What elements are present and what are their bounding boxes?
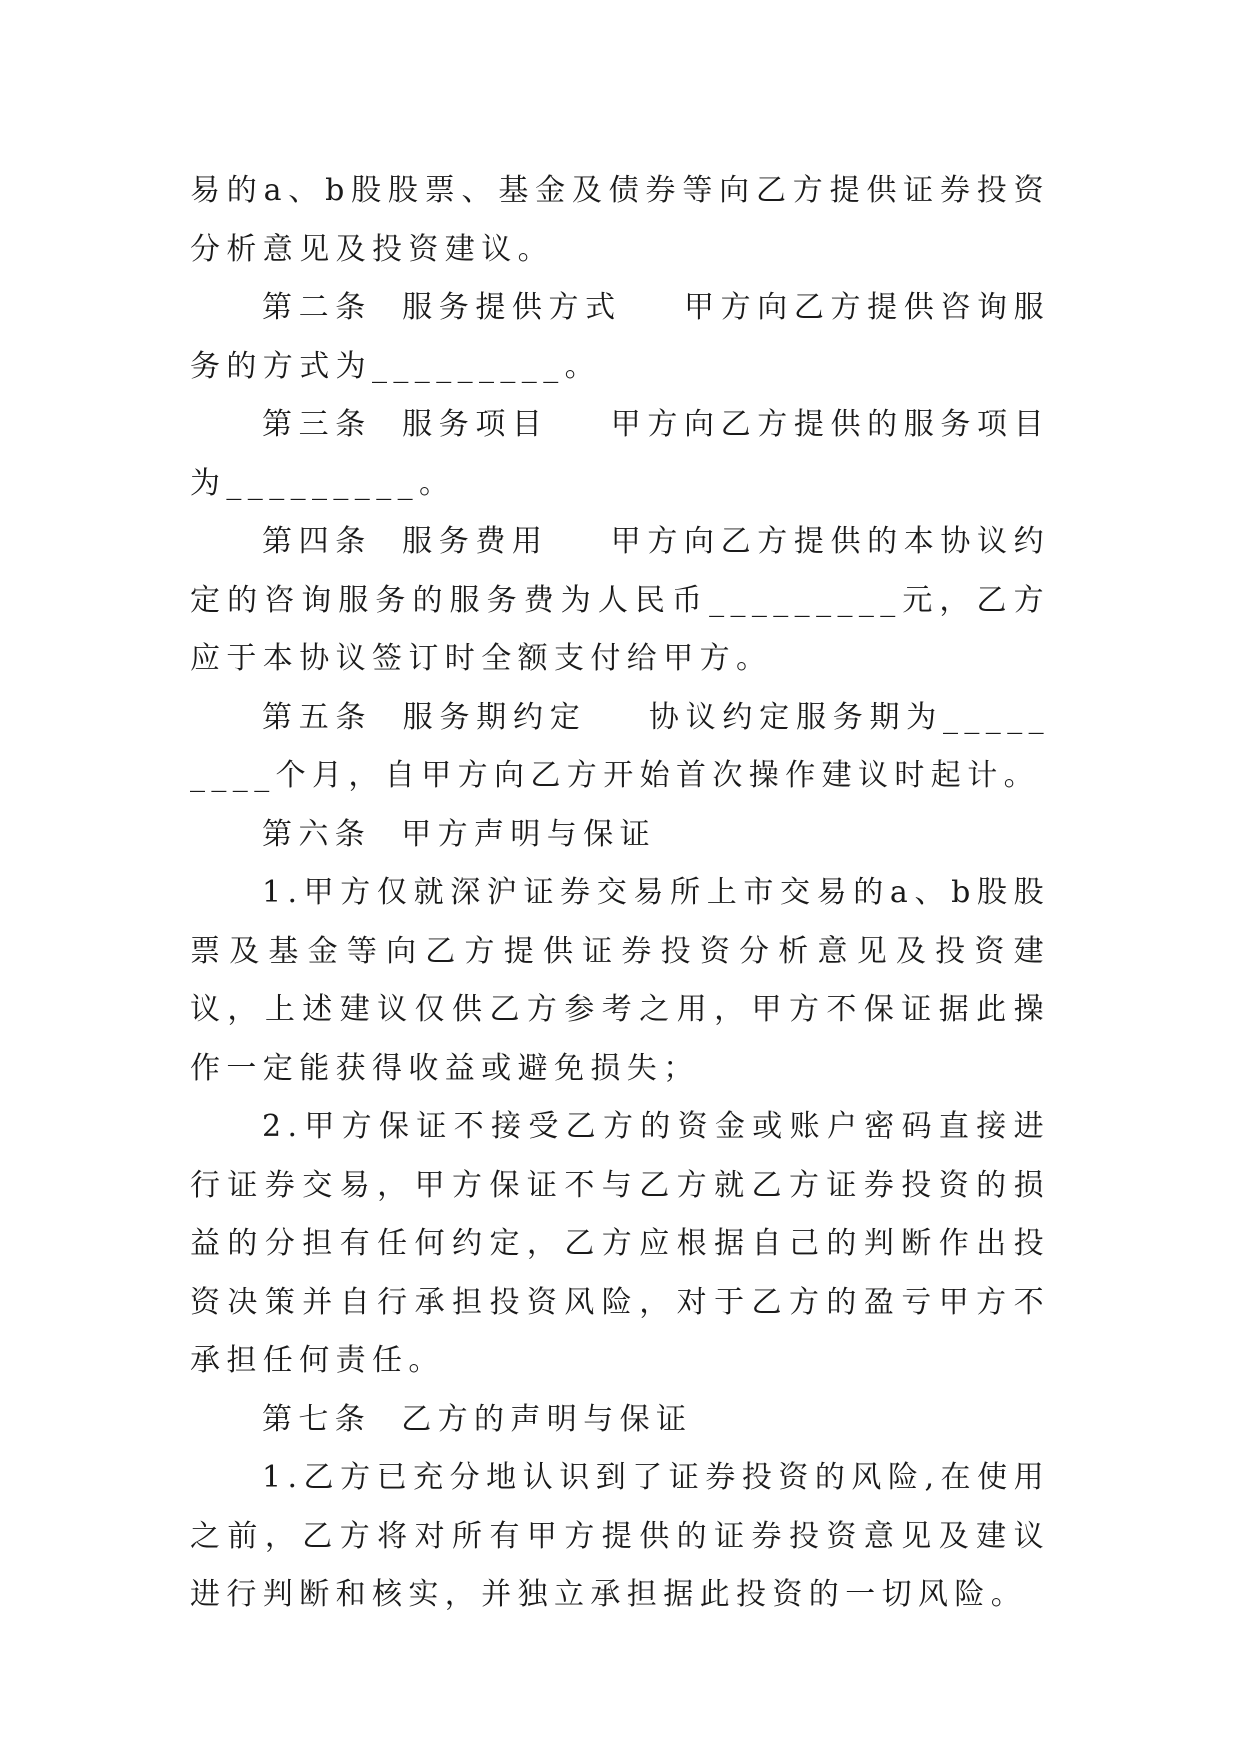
clause-6-2 — [190, 1098, 1050, 1391]
article-text: 甲方向乙方提供咨询服务的方式为_________。 — [190, 290, 1050, 384]
article-heading: 服务项目 — [401, 407, 549, 442]
clause-text: 1.甲方仅就深沪证券交易所上市交易的a、b股股票及基金等向乙方提供证券投资分析意见及投资建议，上述建议仅供乙方参考之用，甲方不保证据此操作一定能获得收益或避免损失； — [190, 875, 1050, 1086]
paragraph-text: 易的a、b股股票、基金及债券等向乙方提供证券投资分析意见及投资建议。 — [190, 173, 1050, 267]
document-body — [190, 162, 1050, 1625]
article-heading: 甲方声明与保证 — [401, 816, 657, 852]
article-number: 第二条 — [262, 290, 372, 325]
clause-7-1 — [190, 1449, 1050, 1625]
article-number: 第五条 — [262, 699, 373, 735]
article-text: 甲方向乙方提供的服务项目为_________。 — [190, 407, 1050, 501]
article-6 — [190, 806, 1050, 865]
article-number: 第七条 — [262, 1401, 372, 1437]
clause-text: 2.甲方保证不接受乙方的资金或账户密码直接进行证券交易，甲方保证不与乙方就乙方证券投资的损益的分担有任何约定，乙方应根据自己的判断作出投资决策并自行承担投资风险，对于乙方的盈亏甲方不承担任何责任。 — [190, 1109, 1050, 1378]
article-heading: 服务费用 — [401, 524, 549, 559]
article-text: 甲方向乙方提供的本协议约定的咨询服务的服务费为人民币_________元，乙方应于本协议签订时全额支付给甲方。 — [190, 524, 1050, 676]
article-4 — [190, 513, 1050, 689]
article-heading: 服务提供方式 — [401, 290, 622, 325]
paragraph-continuation — [190, 162, 1050, 279]
article-number: 第六条 — [262, 816, 372, 852]
article-5 — [190, 689, 1050, 806]
clause-text: 1.乙方已充分地认识到了证券投资的风险,在使用之前，乙方将对所有甲方提供的证券投资意见及建议进行判断和核实，并独立承担据此投资的一切风险。 — [190, 1460, 1050, 1612]
article-heading: 乙方的声明与保证 — [401, 1401, 693, 1437]
clause-6-1 — [190, 864, 1050, 1098]
article-3 — [190, 396, 1050, 513]
article-number: 第四条 — [262, 524, 372, 559]
article-text: 协议约定服务期为_________个月，自甲方向乙方开始首次操作建议时起计。 — [190, 699, 1051, 793]
article-heading: 服务期约定 — [402, 699, 587, 735]
article-number: 第三条 — [262, 407, 372, 442]
article-2 — [190, 279, 1050, 396]
article-7 — [190, 1391, 1050, 1450]
